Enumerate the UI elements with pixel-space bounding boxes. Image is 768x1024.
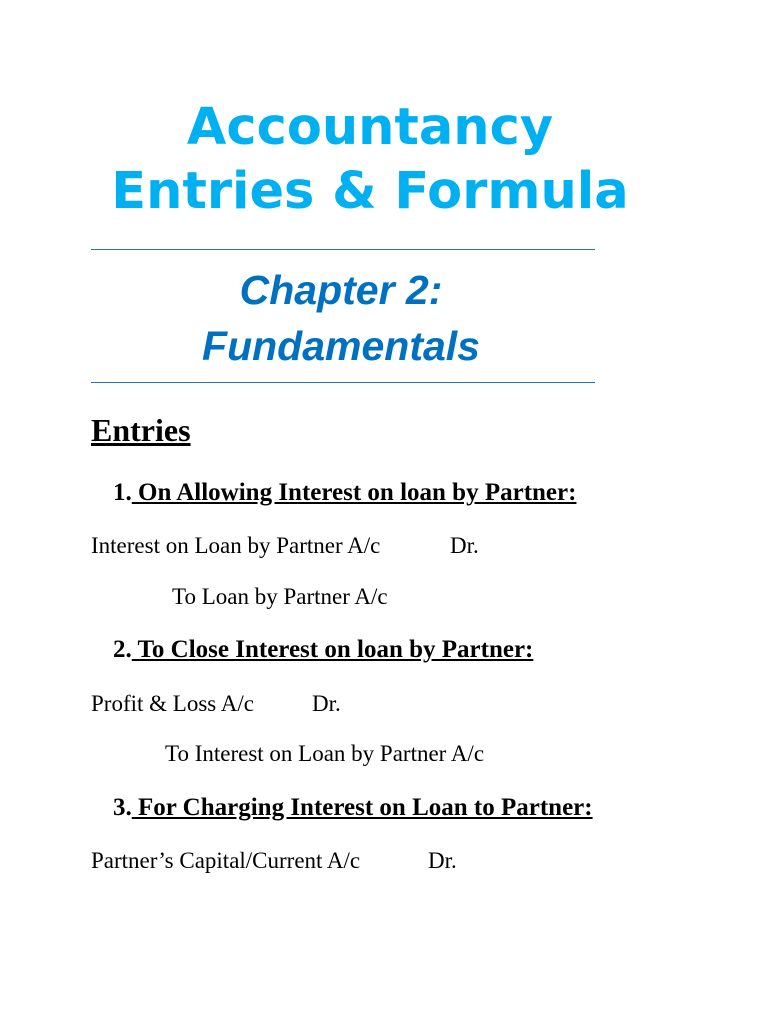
section-heading: Entries: [91, 412, 191, 448]
top-divider: [91, 249, 595, 250]
entry-3-dr: Dr.: [428, 848, 457, 873]
entry-number-3: 3.: [113, 794, 132, 821]
entry-3-debit-account: Partner’s Capital/Current A/c: [91, 848, 361, 873]
document-title: [0, 96, 740, 224]
entry-1-debit-account: Interest on Loan by Partner A/c: [91, 533, 381, 558]
entry-2-credit-line: To Interest on Loan by Partner A/c: [165, 741, 485, 766]
title-line-1: Accountancy: [186, 98, 554, 157]
chapter-title: [91, 262, 591, 374]
bottom-divider: [91, 382, 595, 383]
title-line-2: Entries & Formula: [111, 162, 629, 221]
entry-title-2: To Close Interest on loan by Partner:: [131, 636, 534, 663]
entry-2-dr: Dr.: [312, 691, 341, 716]
entry-number-1: 1.: [113, 479, 132, 506]
entry-heading-2: [113, 636, 533, 664]
entry-2-debit-line: [91, 691, 254, 717]
entry-1-credit-line: To Loan by Partner A/c: [172, 584, 388, 609]
entry-title-3: For Charging Interest on Loan to Partner:: [131, 794, 593, 821]
chapter-line-1: Chapter 2:: [239, 267, 443, 313]
entry-number-2: 2.: [113, 636, 132, 663]
entry-title-1: On Allowing Interest on loan by Partner:: [131, 479, 577, 506]
entry-3-debit-line: [91, 848, 360, 874]
entry-1-dr: Dr.: [450, 533, 479, 558]
entry-2-debit-account: Profit & Loss A/c: [91, 691, 254, 716]
entry-1-debit-line: [91, 533, 380, 559]
entry-heading-3: [113, 794, 593, 822]
entry-heading-1: [113, 479, 576, 507]
chapter-line-2: Fundamentals: [202, 323, 480, 369]
